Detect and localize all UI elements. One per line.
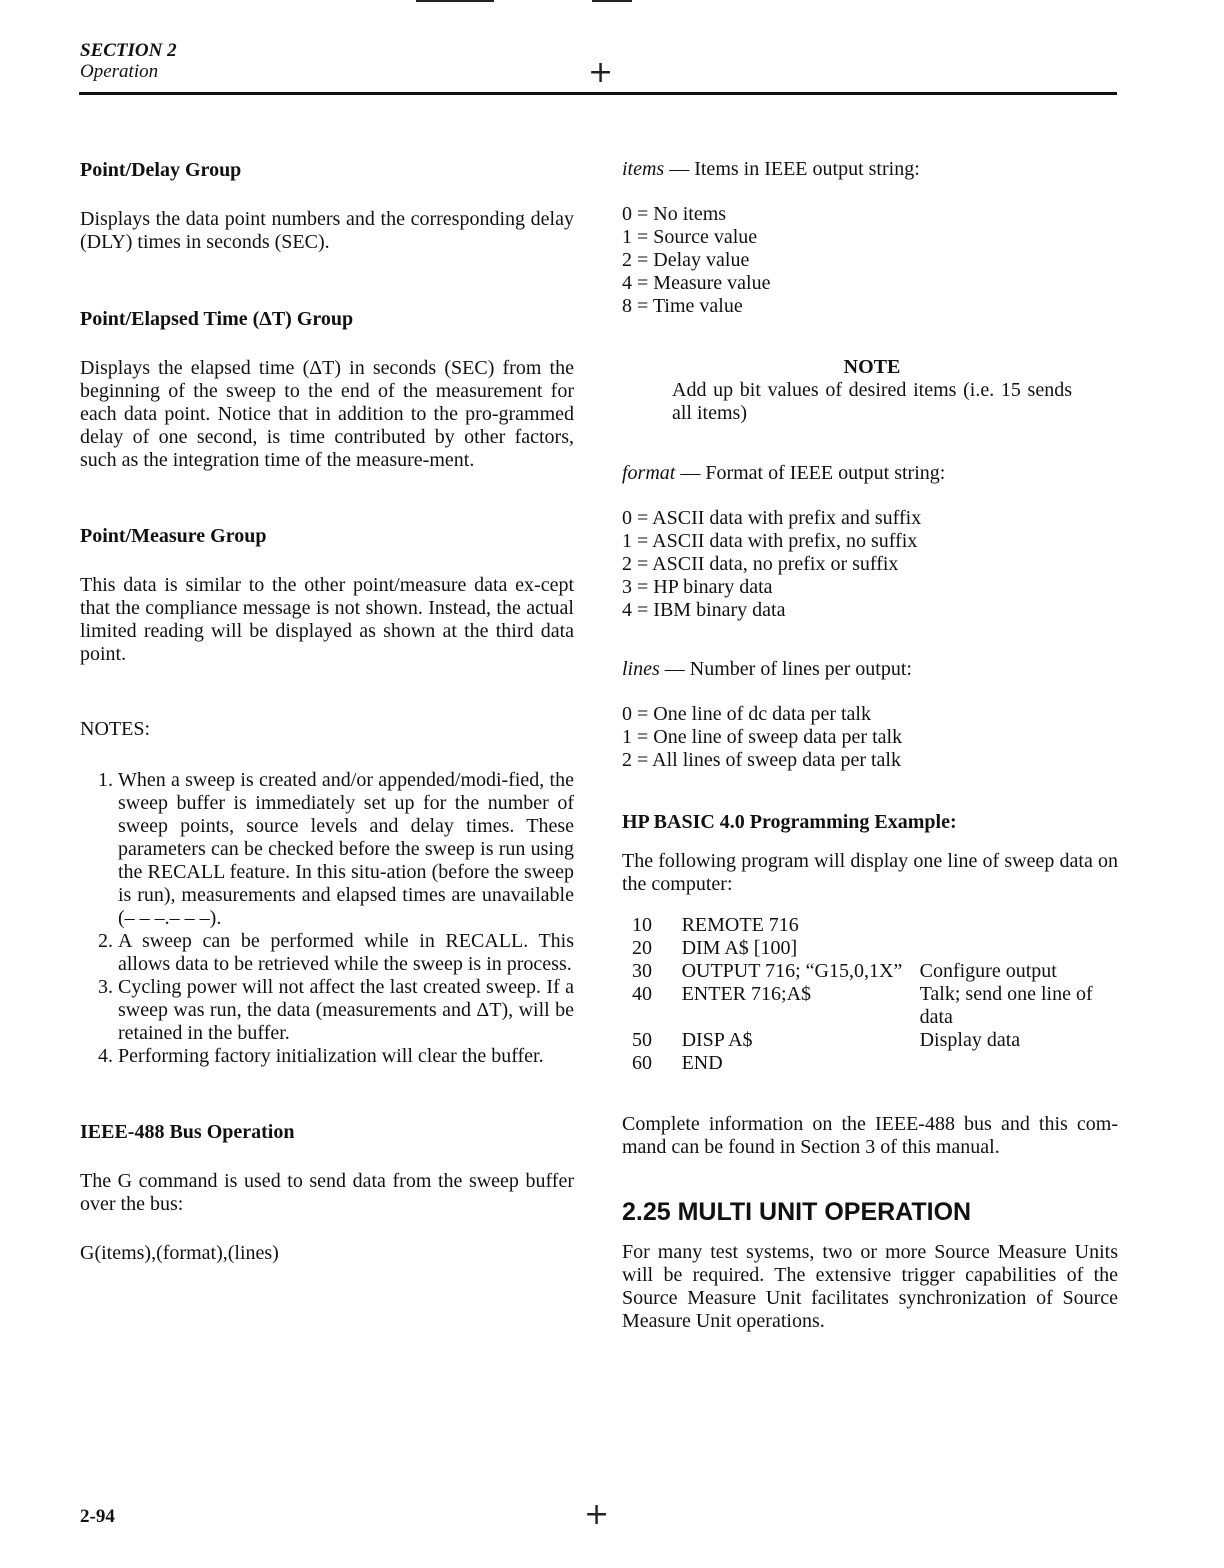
point-elapsed-text: Displays the elapsed time (ΔT) in seconds (SEC) from the beginning of the sweep to the end of the measurement for each data point. Notice that in addition to the pro-grammed delay of one second, is time contributed by other factors, such as the integration time of the measure-ment. bbox=[80, 357, 574, 471]
items-value: 4 = Measure value bbox=[622, 272, 771, 294]
right-column bbox=[622, 158, 1118, 1333]
program-comment: Configure output bbox=[919, 960, 1057, 982]
program-comment: Talk; send one line of data bbox=[919, 983, 1093, 1028]
ieee-heading: IEEE-488 Bus Operation bbox=[80, 1121, 295, 1143]
note-title: NOTE bbox=[843, 356, 901, 378]
top-registration-mark-left bbox=[416, 0, 494, 2]
program-line-number: 40 bbox=[632, 983, 652, 1005]
format-term: format bbox=[622, 462, 676, 484]
program-line bbox=[622, 983, 1118, 1029]
items-value: 2 = Delay value bbox=[622, 249, 750, 271]
program-line bbox=[622, 914, 1118, 937]
program-line-number: 20 bbox=[632, 937, 652, 959]
format-value: 1 = ASCII data with prefix, no suffix bbox=[622, 530, 918, 552]
ieee-syntax: G(items),(format),(lines) bbox=[80, 1242, 279, 1264]
note-block bbox=[672, 356, 1072, 425]
program-line bbox=[622, 1052, 1118, 1075]
multi-unit-text: For many test systems, two or more Source Measure Units will be required. The extensive trigger capabilities of the Source Measure Unit facilitates synchronization of Source Measure Unit operations. bbox=[622, 1241, 1118, 1332]
program-comment: Display data bbox=[919, 1029, 1021, 1051]
program-line bbox=[622, 960, 1118, 983]
program-listing bbox=[622, 914, 1118, 1075]
format-value: 2 = ASCII data, no prefix or suffix bbox=[622, 553, 899, 575]
notes-label: NOTES: bbox=[80, 718, 150, 740]
items-values bbox=[622, 203, 1118, 318]
program-comment bbox=[920, 914, 1118, 937]
point-delay-heading: Point/Delay Group bbox=[80, 159, 242, 181]
note-item: 2. A sweep can be performed while in RECALL. This allows data to be retrieved while the sweep is in process. bbox=[118, 930, 574, 976]
crosshair-bottom-icon: + bbox=[584, 1497, 610, 1532]
program-statement: OUTPUT 716; “G15,0,1X” bbox=[681, 960, 903, 982]
point-delay-text: Displays the data point numbers and the corresponding delay (DLY) times in seconds (SEC). bbox=[80, 208, 574, 253]
program-line bbox=[622, 937, 1118, 960]
format-desc: — Format of IEEE output string: bbox=[675, 462, 946, 484]
program-statement: ENTER 716;A$ bbox=[681, 983, 812, 1005]
lines-term: lines bbox=[622, 658, 660, 680]
items-term: items bbox=[622, 158, 665, 180]
program-statement: REMOTE 716 bbox=[681, 914, 799, 936]
program-statement: DISP A$ bbox=[681, 1029, 753, 1051]
program-line-number: 60 bbox=[632, 1052, 652, 1074]
example-intro: The following program will display one line of sweep data on the computer: bbox=[622, 850, 1118, 895]
note-item: 3. Cycling power will not affect the last created sweep. If a sweep was run, the data (measurements and ΔT), will be retained in the buffer. bbox=[118, 976, 574, 1045]
note-text: Add up bit values of desired items (i.e. 15 sends all items) bbox=[672, 379, 1072, 424]
note-item: 1. When a sweep is created and/or appended/modi-fied, the sweep buffer is immediately set up for the number of sweep points, source levels and delay times. These parameters can be checked before the sweep is run using the RECALL feature. In this situ-ation (before the sweep is run), measurements and elapsed times are unavailable (– – –.– – –). bbox=[118, 769, 574, 930]
format-definition bbox=[622, 462, 1118, 485]
section-subtitle: Operation bbox=[80, 61, 159, 82]
note-item: 4. Performing factory initialization will clear the buffer. bbox=[118, 1045, 574, 1068]
items-value: 8 = Time value bbox=[622, 295, 743, 317]
format-value: 4 = IBM binary data bbox=[622, 599, 786, 621]
program-statement: END bbox=[681, 1052, 723, 1074]
program-line-number: 30 bbox=[632, 960, 652, 982]
page-header bbox=[80, 40, 177, 82]
program-line-number: 50 bbox=[632, 1029, 652, 1051]
point-measure-heading: Point/Measure Group bbox=[80, 525, 267, 547]
format-value: 0 = ASCII data with prefix and suffix bbox=[622, 507, 922, 529]
items-value: 0 = No items bbox=[622, 203, 727, 225]
section-label: SECTION 2 bbox=[80, 40, 177, 61]
top-registration-mark-right bbox=[592, 0, 632, 2]
items-value: 1 = Source value bbox=[622, 226, 758, 248]
lines-desc: — Number of lines per output: bbox=[659, 658, 912, 680]
crosshair-top-icon: + bbox=[588, 55, 614, 90]
header-rule bbox=[79, 92, 1117, 95]
left-column bbox=[80, 158, 574, 1265]
ieee-text: The G command is used to send data from the sweep buffer over the bus: bbox=[80, 1170, 574, 1215]
program-line-number: 10 bbox=[632, 914, 652, 936]
multi-unit-heading: 2.25 MULTI UNIT OPERATION bbox=[622, 1198, 972, 1226]
format-value: 3 = HP binary data bbox=[622, 576, 773, 598]
program-comment bbox=[920, 1052, 1118, 1075]
point-elapsed-heading: Point/Elapsed Time (ΔT) Group bbox=[80, 308, 354, 330]
point-measure-text: This data is similar to the other point/measure data ex-cept that the compliance message is not shown. Instead, the actual limited reading will be displayed as shown at the third data point. bbox=[80, 574, 574, 665]
program-statement: DIM A$ [100] bbox=[681, 937, 798, 959]
example-closing: Complete information on the IEEE-488 bus and this com-mand can be found in Section 3 of this manual. bbox=[622, 1113, 1118, 1158]
program-line bbox=[622, 1029, 1118, 1052]
format-values bbox=[622, 507, 1118, 622]
lines-definition bbox=[622, 658, 1118, 681]
lines-value: 0 = One line of dc data per talk bbox=[622, 703, 871, 725]
lines-value: 2 = All lines of sweep data per talk bbox=[622, 749, 901, 771]
items-desc: — Items in IEEE output string: bbox=[664, 158, 920, 180]
lines-values bbox=[622, 703, 1118, 772]
items-definition bbox=[622, 158, 1118, 181]
lines-value: 1 = One line of sweep data per talk bbox=[622, 726, 903, 748]
notes-list bbox=[80, 769, 574, 1068]
example-heading: HP BASIC 4.0 Programming Example: bbox=[622, 811, 957, 833]
program-comment bbox=[920, 937, 1118, 960]
page-number: 2-94 bbox=[80, 1506, 115, 1527]
